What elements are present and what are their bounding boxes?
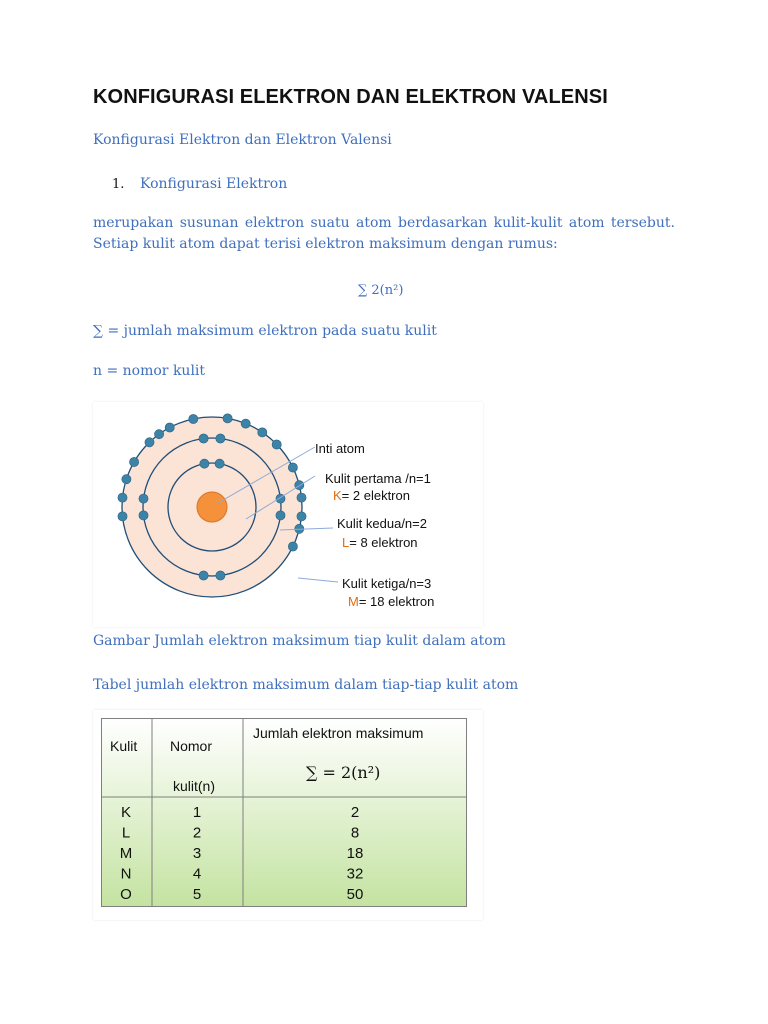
- electron-dot: [216, 571, 225, 580]
- figure-caption: Gambar Jumlah elektron maksimum tiap kulit dalam atom: [93, 633, 506, 649]
- list-item-text: Konfigurasi Elektron: [140, 176, 288, 192]
- electron-dot: [199, 434, 208, 443]
- shell-3-letter: M: [348, 594, 359, 609]
- shell-3-count: [348, 594, 434, 609]
- electron-dot: [288, 463, 297, 472]
- electron-dot: [297, 512, 306, 521]
- electron-dot: [155, 430, 164, 439]
- nucleus-label: Inti atom: [315, 441, 365, 456]
- cell-jumlah: 50: [346, 886, 364, 903]
- table-caption: Tabel jumlah elektron maksimum dalam tiap-tiap kulit atom: [93, 677, 519, 693]
- header-jumlah: Jumlah elektron maksimum: [253, 725, 424, 741]
- shell-1-count: [333, 488, 410, 503]
- pointer-line-shell-3: [298, 578, 338, 582]
- electron-dot: [288, 542, 297, 551]
- cell-nomor: 5: [192, 886, 202, 903]
- shell-1-electrons: = 2 elektron: [341, 488, 410, 503]
- electron-dot: [241, 419, 250, 428]
- formula: ∑ 2(n²): [358, 283, 404, 298]
- shell-1-letter: K: [333, 488, 342, 503]
- cell-jumlah: 32: [346, 865, 364, 883]
- nucleus: [197, 492, 227, 522]
- header-jumlah-formula: ∑ = 2(n²): [306, 763, 381, 782]
- electron-dot: [139, 494, 148, 503]
- shell-3-electrons: = 18 elektron: [358, 594, 435, 609]
- electron-dot: [165, 423, 174, 432]
- cell-kulit: N: [120, 865, 132, 883]
- cell-jumlah: 18: [346, 845, 364, 862]
- electron-dot: [258, 428, 267, 437]
- electron-dot: [122, 475, 131, 484]
- electron-dot: [139, 511, 148, 520]
- shell-2-count: [342, 535, 418, 550]
- electron-dot: [216, 434, 225, 443]
- header-nomor-sub: kulit(n): [173, 778, 216, 794]
- electron-dot: [145, 438, 154, 447]
- cell-kulit: K: [120, 804, 132, 821]
- electron-table: [101, 718, 467, 907]
- subtitle: Konfigurasi Elektron dan Elektron Valensi: [93, 132, 392, 148]
- n-definition: n = nomor kulit: [93, 363, 206, 379]
- definition-paragraph: [93, 213, 675, 255]
- list-number: 1.: [112, 177, 125, 192]
- electron-dot: [118, 493, 127, 502]
- atom-shell-figure: [93, 402, 483, 627]
- electron-dot: [276, 511, 285, 520]
- cell-kulit: O: [120, 886, 132, 903]
- electron-dot: [272, 440, 281, 449]
- electron-dot: [297, 493, 306, 502]
- cell-nomor: 2: [192, 824, 202, 842]
- electron-dot: [223, 414, 232, 423]
- electron-dot: [189, 414, 198, 423]
- sigma-definition: ∑ = jumlah maksimum elektron pada suatu kulit: [93, 323, 437, 339]
- cell-jumlah: 2: [350, 804, 360, 821]
- shell-1-title: Kulit pertama /n=1: [325, 471, 431, 486]
- cell-nomor: 4: [192, 865, 202, 883]
- shell-2-letter: L: [342, 535, 350, 550]
- electron-dot: [130, 457, 139, 466]
- electron-dot: [118, 512, 127, 521]
- electron-dot: [215, 459, 224, 468]
- atom-diagram: [93, 402, 483, 627]
- electron-dot: [200, 459, 209, 468]
- table-background: [102, 719, 467, 907]
- header-kulit: Kulit: [110, 738, 138, 754]
- electron-table-graphic: [101, 718, 467, 907]
- cell-kulit: L: [121, 824, 131, 842]
- paragraph-line-2: Setiap kulit atom dapat terisi elektron maksimum dengan rumus:: [93, 236, 558, 252]
- electron-dot: [199, 571, 208, 580]
- cell-kulit: M: [119, 845, 133, 862]
- page-title: KONFIGURASI ELEKTRON DAN ELEKTRON VALENSI: [93, 86, 608, 108]
- paragraph-line-1: merupakan susunan elektron suatu atom berdasarkan kulit-kulit atom tersebut.: [93, 215, 675, 231]
- header-nomor: Nomor: [170, 738, 213, 754]
- shell-3-title: Kulit ketiga/n=3: [342, 576, 432, 591]
- electron-table-figure: [93, 710, 483, 920]
- cell-jumlah: 8: [350, 824, 360, 842]
- cell-nomor: 3: [192, 845, 202, 862]
- shell-2-electrons: = 8 elektron: [349, 535, 418, 550]
- cell-nomor: 1: [192, 804, 202, 821]
- shell-2-title: Kulit kedua/n=2: [337, 516, 427, 531]
